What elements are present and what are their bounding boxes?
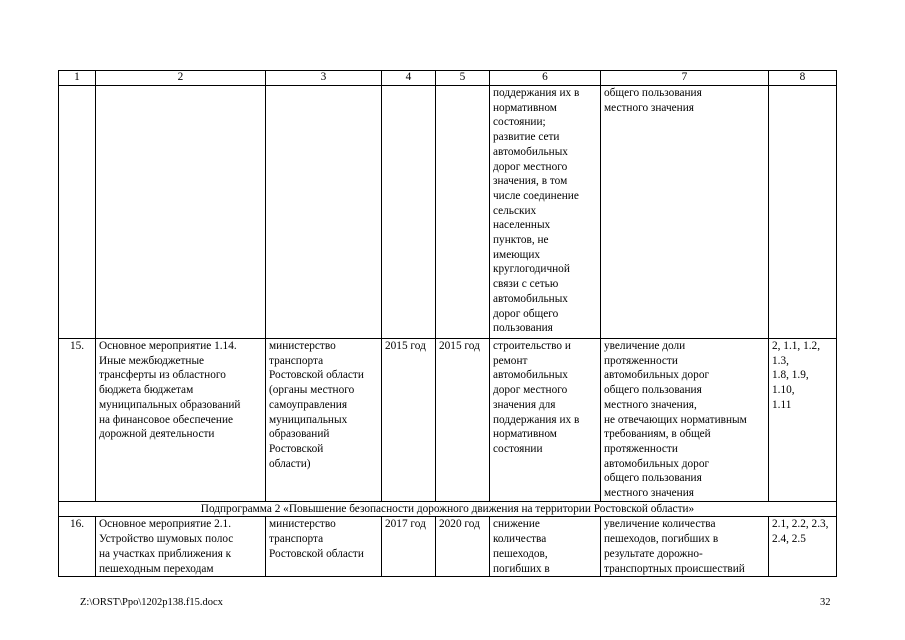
- table-row: [59, 517, 837, 577]
- measure-name-cell: [96, 86, 266, 339]
- column-number: 2: [96, 71, 266, 86]
- row-number-cell: [59, 86, 96, 339]
- executor-cell: министерство транспорта Ростовской области: [266, 517, 382, 577]
- table-row-continued: [59, 86, 837, 339]
- start-year-cell: 2017 год: [382, 517, 436, 577]
- executor-cell: министерство транспорта Ростовской области (органы местного самоуправления муниципальных образований Ростовской области): [266, 339, 382, 502]
- expected-result-cell: строительство и ремонт автомобильных дорог местного значения для поддержания их в нормативном состоянии: [490, 339, 601, 502]
- indicator-links-cell: 2.1, 2.2, 2.3, 2.4, 2.5: [769, 517, 837, 577]
- expected-result-cell: поддержания их в нормативном состоянии; развитие сети автомобильных дорог местного значения, в том числе соединение сельских населенных пунктов, не имеющих круглогодичной связи с сетью автомобильных дорог общего пользования: [490, 86, 601, 339]
- end-year-cell: 2020 год: [436, 517, 490, 577]
- start-year-cell: 2015 год: [382, 339, 436, 502]
- row-number-cell: 16.: [59, 517, 96, 577]
- consequence-cell: увеличение доли протяженности автомобильных дорог общего пользования местного значения, не отвечающих нормативным требованиям, в общей протяженности автомобильных дорог общего пользования местного значения: [601, 339, 769, 502]
- end-year-cell: [436, 86, 490, 339]
- column-number: 5: [436, 71, 490, 86]
- start-year-cell: [382, 86, 436, 339]
- column-number: 1: [59, 71, 96, 86]
- page-number: 32: [820, 597, 831, 608]
- column-number: 3: [266, 71, 382, 86]
- subprogram-title: Подпрограмма 2 «Повышение безопасности дорожного движения на территории Ростовской области»: [59, 501, 837, 517]
- measure-name-cell: Основное мероприятие 1.14. Иные межбюджетные трансферты из областного бюджета бюджетам муниципальных образований на финансовое обеспечение дорожной деятельности: [96, 339, 266, 502]
- column-number: 7: [601, 71, 769, 86]
- expected-result-cell: снижение количества пешеходов, погибших в: [490, 517, 601, 577]
- end-year-cell: 2015 год: [436, 339, 490, 502]
- column-number: 6: [490, 71, 601, 86]
- column-number-row: [59, 71, 837, 86]
- column-number: 8: [769, 71, 837, 86]
- indicator-links-cell: [769, 86, 837, 339]
- consequence-cell: общего пользования местного значения: [601, 86, 769, 339]
- consequence-cell: увеличение количества пешеходов, погибших в результате дорожно- транспортных происшествий: [601, 517, 769, 577]
- program-table: [58, 70, 837, 577]
- measure-name-cell: Основное мероприятие 2.1. Устройство шумовых полос на участках приближения к пешеходным переходам: [96, 517, 266, 577]
- subprogram-row: [59, 501, 837, 517]
- executor-cell: [266, 86, 382, 339]
- row-number-cell: 15.: [59, 339, 96, 502]
- footer-file-path: Z:\ORST\Ppo\1202p138.f15.docx: [80, 597, 223, 608]
- column-number: 4: [382, 71, 436, 86]
- indicator-links-cell: 2, 1.1, 1.2, 1.3, 1.8, 1.9, 1.10, 1.11: [769, 339, 837, 502]
- table-row: [59, 339, 837, 502]
